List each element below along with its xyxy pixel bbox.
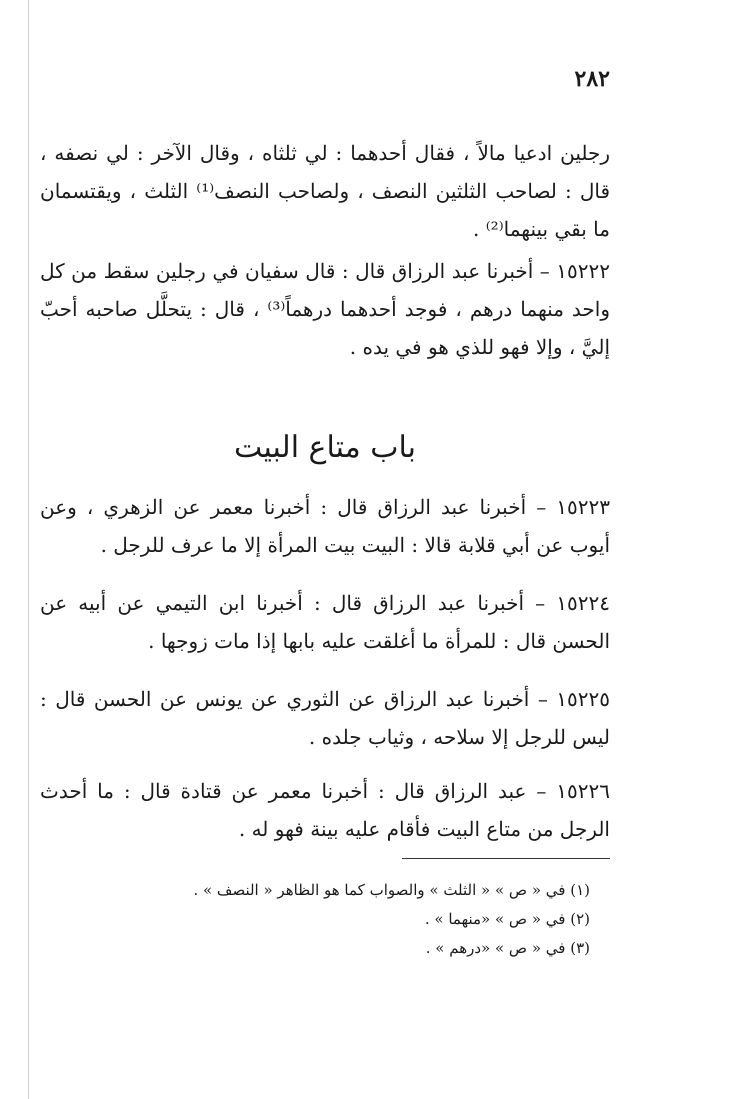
paragraph-continuation: رجلين ادعيا مالاً ، فقال أحدهما : لي ثلثاه ، وقال الآخر : لي نصفه ، قال : لصاحب الثلثين النصف ، ولصاحب النصف⁽¹⁾ الثلث ، ويقتسمان ما بقي بينهما⁽²⁾ . (40, 141, 610, 241)
footnote-1: (١) في « ص » « الثلث » والصواب كما هو الظاهر « النصف » . (193, 881, 590, 899)
paragraph-15222: ١٥٢٢٢ – أخبرنا عبد الرزاق قال : قال سفيان في رجلين سقط من كل واحد منهما درهم ، فوجد أحدهما درهماً⁽³⁾ ، قال : يتحلَّل صاحبه أحبّ إليَّ ، وإلا فهو للذي هو في يده . (40, 259, 610, 359)
footnote-divider (402, 858, 610, 859)
paragraph-15225: ١٥٢٢٥ – أخبرنا عبد الرزاق عن الثوري عن يونس عن الحسن قال : ليس للرجل إلا سلاحه ، وثياب جلده . (40, 687, 610, 749)
chapter-title: باب متاع البيت (233, 430, 416, 465)
footnote-2: (٢) في « ص » «منهما » . (424, 910, 590, 928)
paragraph-15223: ١٥٢٢٣ – أخبرنا عبد الرزاق قال : أخبرنا معمر عن الزهري ، وعن أيوب عن أبي قلابة قالا : البيت بيت المرأة إلا ما عرف للرجل . (40, 495, 610, 557)
book-page (40, 0, 610, 1099)
paragraph-15224: ١٥٢٢٤ – أخبرنا عبد الرزاق قال : أخبرنا ابن التيمي عن أبيه عن الحسن قال : للمرأة ما أغلقت عليه بابها إذا مات زوجها . (40, 591, 610, 653)
footnotes (140, 876, 590, 963)
margin-line (28, 0, 29, 1099)
footnote-3: (٣) في « ص » «درهم » . (425, 939, 590, 957)
paragraph-15226: ١٥٢٢٦ – عبد الرزاق قال : أخبرنا معمر عن قتادة قال : ما أحدث الرجل من متاع البيت فأقام عليه بينة فهو له . (40, 779, 610, 841)
page-number: ٢٨٢ (574, 66, 610, 92)
